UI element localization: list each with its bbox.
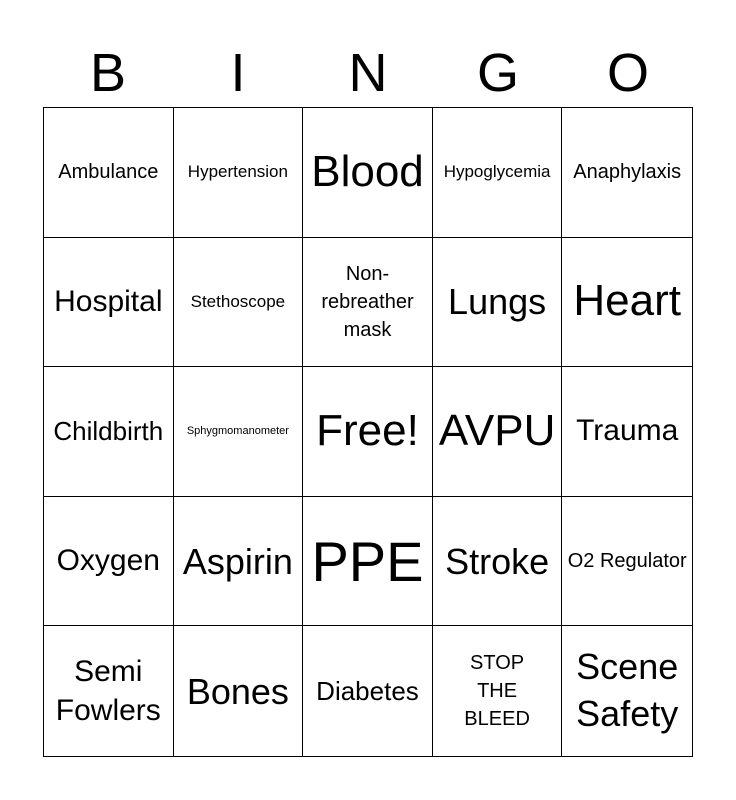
cell-label: Hypoglycemia <box>443 162 551 182</box>
bingo-cell-r5c4[interactable] <box>433 626 563 756</box>
bingo-header <box>43 40 693 106</box>
cell-label: Stethoscope <box>190 291 286 311</box>
cell-label: Hypertension <box>187 162 288 182</box>
cell-label: Aspirin <box>182 540 293 582</box>
bingo-cell-r1c2[interactable] <box>174 108 304 238</box>
cell-label: STOP THE BLEED <box>464 652 530 731</box>
cell-label: Bones <box>186 670 289 712</box>
header-letter-b: B <box>89 43 127 103</box>
bingo-cell-r1c4[interactable] <box>433 108 563 238</box>
cell-label: AVPU <box>438 406 556 456</box>
cell-label: Lungs <box>448 281 547 323</box>
cell-label: Non-rebreather mask <box>321 262 414 341</box>
cell-label: Free! <box>316 406 419 456</box>
bingo-cell-r3c5[interactable] <box>562 367 692 497</box>
bingo-cell-r5c3[interactable] <box>303 626 433 756</box>
cell-label: Anaphylaxis <box>573 161 682 184</box>
header-letter-n: N <box>348 43 388 103</box>
bingo-cell-r2c2[interactable] <box>174 238 304 368</box>
bingo-cell-r1c3[interactable] <box>303 108 433 238</box>
bingo-cell-r2c1[interactable] <box>44 238 174 368</box>
bingo-cell-r3c3[interactable] <box>303 367 433 497</box>
cell-label: Scene Safety <box>576 646 679 735</box>
bingo-cell-r3c2[interactable] <box>174 367 304 497</box>
cell-label: O2 Regulator <box>567 550 687 573</box>
bingo-cell-r2c4[interactable] <box>433 238 563 368</box>
bingo-cell-r4c4[interactable] <box>433 497 563 627</box>
bingo-cell-r2c3[interactable] <box>303 238 433 368</box>
header-letter-o: O <box>606 43 649 103</box>
header-letter-i: I <box>230 43 246 103</box>
bingo-cell-r3c1[interactable] <box>44 367 174 497</box>
bingo-cell-r3c4[interactable] <box>433 367 563 497</box>
cell-label: Ambulance <box>58 161 159 184</box>
cell-label: Semi Fowlers <box>55 655 161 728</box>
cell-label: Oxygen <box>56 544 160 578</box>
cell-label: Trauma <box>576 414 679 448</box>
bingo-cell-r4c1[interactable] <box>44 497 174 627</box>
cell-label: Diabetes <box>316 675 419 706</box>
bingo-cell-r4c3[interactable] <box>303 497 433 627</box>
bingo-cell-r5c5[interactable] <box>562 626 692 756</box>
cell-label: Hospital <box>54 284 163 318</box>
bingo-cell-r4c2[interactable] <box>174 497 304 627</box>
header-letter-g: G <box>476 43 519 103</box>
bingo-cell-r1c1[interactable] <box>44 108 174 238</box>
cell-label: Stroke <box>445 540 550 582</box>
bingo-cell-r4c5[interactable] <box>562 497 692 627</box>
cell-label: Childbirth <box>53 415 164 446</box>
cell-label: Heart <box>573 276 681 326</box>
cell-label: Blood <box>311 146 424 196</box>
bingo-cell-r5c1[interactable] <box>44 626 174 756</box>
cell-label: PPE <box>311 529 424 593</box>
bingo-board <box>43 107 693 757</box>
bingo-cell-r2c5[interactable] <box>562 238 692 368</box>
cell-label: Sphygmomanometer <box>186 424 289 437</box>
bingo-cell-r5c2[interactable] <box>174 626 304 756</box>
bingo-cell-r1c5[interactable] <box>562 108 692 238</box>
